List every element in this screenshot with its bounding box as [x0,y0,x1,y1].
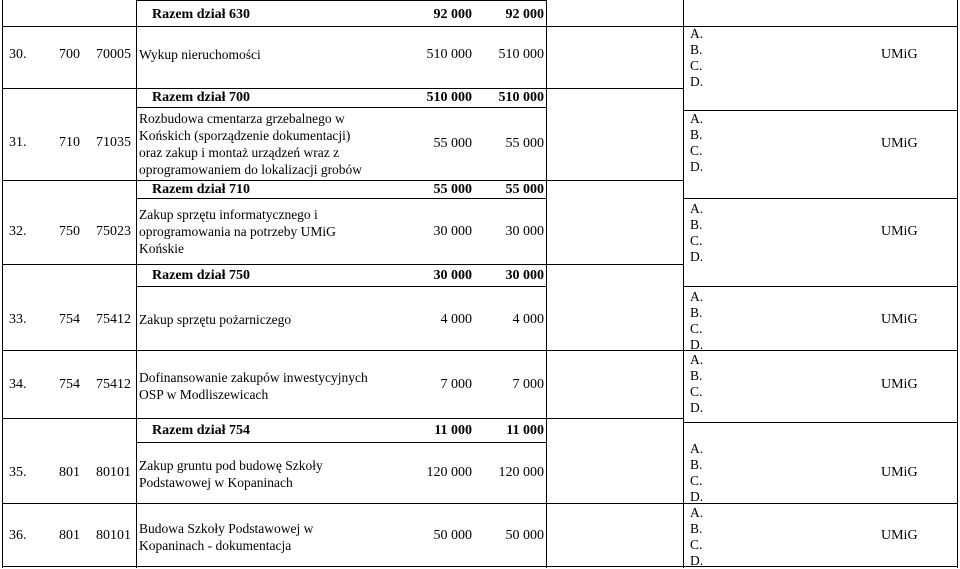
row-dzial: 754 [59,377,80,392]
mark-d: D. [690,553,704,568]
description-line: Końskie [139,241,184,256]
description-line: Dofinansowanie zakupów inwestycyjnych [139,370,368,385]
total-value-1: 510 000 [426,90,472,105]
mark-c: C. [690,233,703,248]
row-unit: UMiG [881,224,918,239]
mark-a: A. [690,111,704,126]
mark-d: D. [690,159,704,174]
row-unit: UMiG [881,47,918,62]
mark-b: B. [690,368,703,383]
row-rozdzial: 75412 [96,312,131,327]
row-value-2: 510 000 [498,47,544,62]
description-line: oprogramowania na potrzeby UMiG [139,224,336,239]
row-marks [690,289,703,353]
row-value-1: 510 000 [426,47,472,62]
row-number: 31. [9,135,27,150]
description-line: Zakup sprzętu informatycznego i [139,207,318,222]
grid-line [683,110,958,111]
grid-line [2,0,3,568]
row-marks [690,441,703,505]
mark-d: D. [690,400,704,415]
row-rozdzial: 70005 [96,47,131,62]
row-value-1: 7 000 [440,377,472,392]
row-value-1: 55 000 [433,136,472,151]
total-label: Razem dział 700 [152,90,250,105]
description-line: Rozbudowa cmentarza grzebalnego w [139,111,345,126]
grid-line [2,566,958,567]
mark-d: D. [690,249,704,264]
total-value-2: 11 000 [506,423,544,438]
mark-a: A. [690,352,704,367]
row-dzial: 754 [59,312,80,327]
description-line: OSP w Modliszewicach [139,387,269,402]
grid-line [136,442,547,443]
grid-line [546,0,547,568]
row-number: 33. [9,312,27,327]
row-value-2: 55 000 [505,136,544,151]
mark-c: C. [690,384,703,399]
mark-c: C. [690,321,703,336]
row-description [139,110,362,178]
row-marks [690,201,703,265]
row-rozdzial: 75023 [96,224,131,239]
row-value-2: 120 000 [498,465,544,480]
row-description [139,520,313,554]
total-label: Razem dział 710 [152,182,250,197]
row-unit: UMiG [881,377,918,392]
grid-line [2,88,684,89]
row-number: 30. [9,47,27,62]
mark-c: C. [690,473,703,488]
row-marks [690,26,703,90]
mark-a: A. [690,505,704,520]
grid-line [136,286,547,287]
row-dzial: 710 [59,135,80,150]
total-value-2: 55 000 [505,182,544,197]
total-label: Razem dział 754 [152,423,250,438]
description-line: oraz zakup i montaż urządzeń wraz z [139,145,340,160]
row-value-1: 120 000 [426,465,472,480]
grid-line [136,198,547,199]
mark-c: C. [690,58,703,73]
row-rozdzial: 80101 [96,528,131,543]
row-description [139,369,368,403]
total-value-2: 30 000 [505,268,544,283]
mark-d: D. [690,489,704,504]
mark-a: A. [690,441,704,456]
grid-line [136,0,547,1]
grid-line [2,350,958,351]
grid-line [2,180,684,181]
total-value-2: 92 000 [505,7,544,22]
row-number: 32. [9,224,27,239]
row-value-2: 50 000 [505,528,544,543]
row-number: 36. [9,528,27,543]
mark-d: D. [690,337,704,352]
description-line: Budowa Szkoły Podstawowej w [139,521,314,536]
row-marks [690,352,703,416]
grid-line [136,107,547,108]
total-value-1: 92 000 [433,7,472,22]
row-dzial: 750 [59,224,80,239]
total-label: Razem dział 630 [152,7,250,22]
mark-b: B. [690,305,703,320]
row-description [139,46,261,63]
row-value-2: 4 000 [512,312,544,327]
grid-line [2,418,684,419]
row-unit: UMiG [881,136,918,151]
total-label: Razem dział 750 [152,268,250,283]
row-value-2: 30 000 [505,224,544,239]
mark-b: B. [690,521,703,536]
total-value-1: 55 000 [433,182,472,197]
row-unit: UMiG [881,465,918,480]
mark-c: C. [690,537,703,552]
mark-b: B. [690,457,703,472]
mark-c: C. [690,143,703,158]
description-line: Podstawowej w Kopaninach [139,475,293,490]
description-line: Końskich (sporządzenie dokumentacji) [139,128,351,143]
total-value-1: 11 000 [434,423,472,438]
row-marks [690,505,703,569]
row-unit: UMiG [881,312,918,327]
row-number: 35. [9,465,27,480]
grid-line [683,422,958,423]
row-value-1: 50 000 [433,528,472,543]
row-rozdzial: 75412 [96,377,131,392]
row-number: 34. [9,377,27,392]
row-dzial: 801 [59,465,80,480]
row-description [139,206,336,257]
grid-line [2,503,958,504]
mark-a: A. [690,26,704,41]
mark-b: B. [690,42,703,57]
description-line: oprogramowaniem do lokalizacji grobów [139,162,363,177]
row-rozdzial: 71035 [96,135,131,150]
description-line: Zakup gruntu pod budowę Szkoły [139,458,323,473]
total-value-2: 510 000 [498,90,544,105]
row-value-2: 7 000 [512,377,544,392]
row-description [139,457,323,491]
row-marks [690,111,703,175]
mark-d: D. [690,74,704,89]
grid-line [2,26,958,27]
row-rozdzial: 80101 [96,465,131,480]
row-unit: UMiG [881,528,918,543]
grid-line [683,198,958,199]
row-dzial: 801 [59,528,80,543]
mark-a: A. [690,201,704,216]
grid-line [2,264,684,265]
grid-line [683,0,684,568]
row-value-1: 30 000 [433,224,472,239]
grid-line [683,286,958,287]
grid-line [136,0,137,568]
total-value-1: 30 000 [433,268,472,283]
grid-line [957,0,958,568]
description-line: Wykup nieruchomości [139,47,261,62]
description-line: Kopaninach - dokumentacja [139,538,292,553]
mark-b: B. [690,217,703,232]
description-line: Zakup sprzętu pożarniczego [139,312,292,327]
row-value-1: 4 000 [440,312,472,327]
row-description [139,311,291,328]
mark-b: B. [690,127,703,142]
row-dzial: 700 [59,47,80,62]
mark-a: A. [690,289,704,304]
